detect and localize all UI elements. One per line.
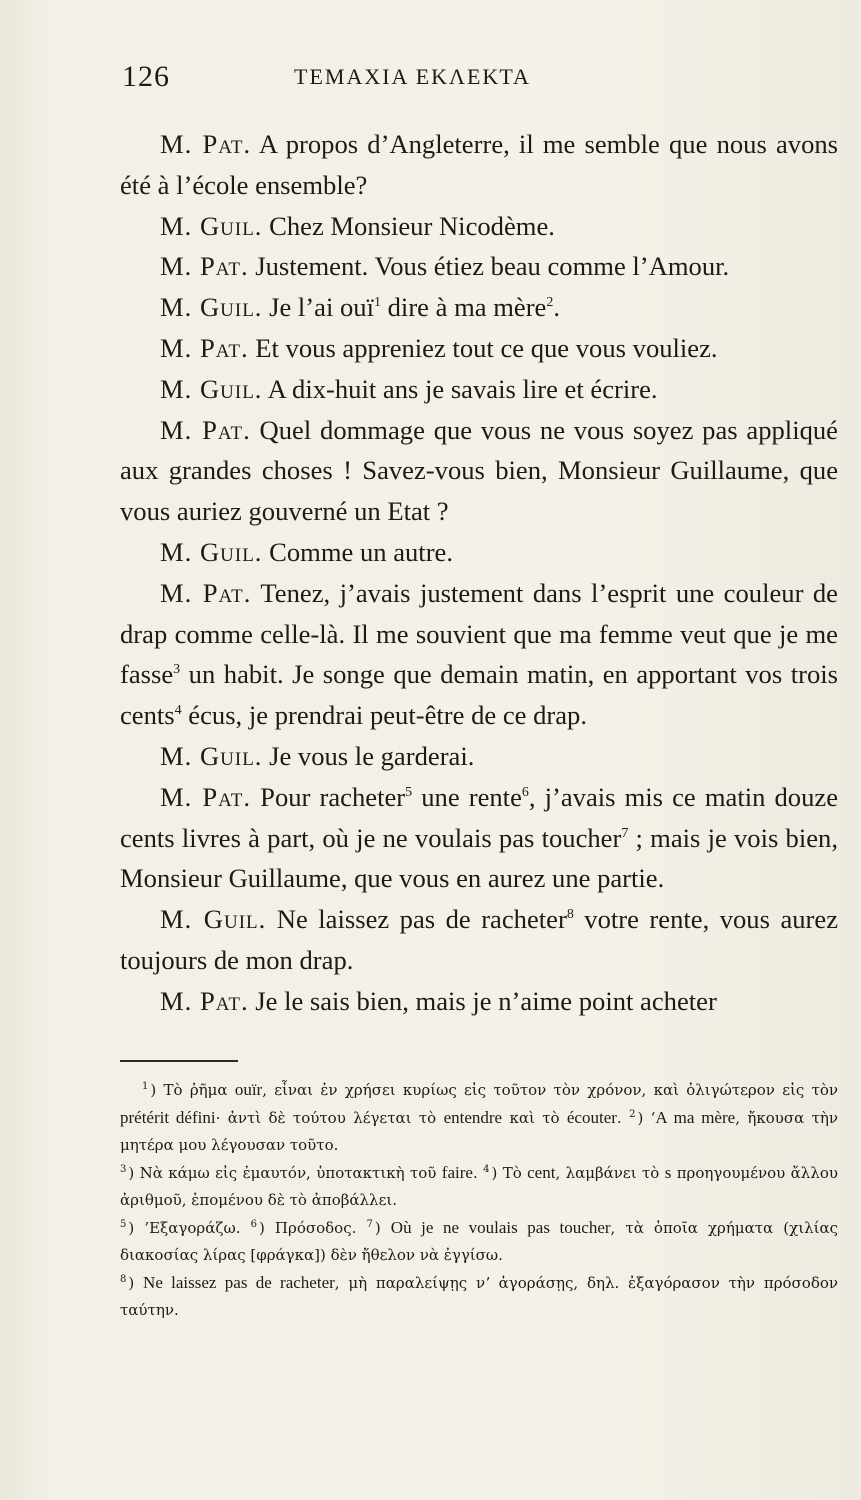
footnote-text: ) Πρόσοδος. — [258, 1219, 367, 1237]
footnote-text: écouter — [566, 1108, 617, 1127]
footnote-number: 2 — [629, 1109, 636, 1120]
dialogue-text-run: , j’avais mis ce matin douze cents livres à part, où je ne voulais pas toucher — [120, 781, 839, 853]
footnote-text: s — [664, 1163, 672, 1182]
footnote-number: 4 — [483, 1164, 490, 1175]
footnote-text: ) ‘ — [637, 1109, 656, 1127]
footnote-text: ouïr — [234, 1080, 263, 1099]
footnote-text: prétérit défini — [120, 1108, 216, 1127]
speaker-label: M. Pat. — [160, 251, 249, 282]
footnote — [120, 1269, 838, 1324]
dialogue-text-run: Tenez, j’avais justement dans l’esprit une couleur de drap comme celle-là. Il me souvient que ma femme veut que je me fasse — [120, 577, 838, 690]
dialogue-line — [120, 369, 838, 410]
speaker-label: M. Pat. — [160, 332, 249, 363]
dialogue-text-run: dire à ma mère — [380, 292, 547, 323]
speaker-label: M. Pat. — [160, 129, 252, 159]
speaker-label: M. Pat. — [160, 577, 252, 608]
dialogue-text-run: Ne laissez pas de racheter — [276, 904, 567, 935]
speaker-label: M. Guil. — [160, 210, 263, 241]
speaker-label: M. Guil. — [160, 536, 263, 567]
footnote-ref: 6 — [521, 784, 529, 800]
dialogue-text-run: ; mais je vois bien, Monsieur Guillaume, que vous en aurez une partie. — [120, 822, 838, 894]
dialogue-text-run: Je le sais bien, mais je n’aime point acheter — [255, 985, 717, 1016]
footnote-ref: 2 — [546, 295, 554, 311]
footnote-text: , τὰ ὁποῖα χρήματα (χιλίας διακοσίας λίρας [φράγκα]) δὲν ἤθελον νὰ ἐγγίσω. — [120, 1219, 838, 1264]
speaker-label: M. Guil. — [160, 740, 263, 771]
dialogue-text-run: un habit. Je songe que demain matin, en apportant vos trois cents — [120, 659, 838, 731]
running-title: ΤΕΜΑΧΙΑ ΕΚΛΕΚΤΑ — [294, 64, 531, 89]
footnote-number: 5 — [120, 1219, 127, 1230]
footnote-text: entendre — [443, 1108, 503, 1127]
dialogue-line — [120, 246, 838, 287]
dialogue-text-run: A dix-huit ans je savais lire et écrire. — [267, 373, 658, 404]
footnote-number: 1 — [142, 1081, 149, 1092]
footnote-text: Ne laissez pas de racheter — [143, 1273, 335, 1292]
footnote-text: ) — [374, 1219, 391, 1237]
footnote-text: καὶ τὸ — [502, 1109, 567, 1127]
footnote-text: , εἶναι ἐν χρήσει κυρίως εἰς τοῦτον τὸν χρόνον, καὶ ὀλιγώτερον εἰς τὸν — [262, 1081, 838, 1099]
footnote-text: . — [472, 1164, 484, 1182]
footnote-rule — [120, 1060, 238, 1062]
footnote — [120, 1159, 838, 1214]
dialogue-line — [120, 981, 838, 1022]
footnote-text: , μὴ παραλείψῃς νʼ ἀγοράσῃς, δηλ. ἐξαγόρασον τὴν πρόσοδον ταύτην. — [120, 1274, 839, 1319]
dialogue-line — [120, 532, 838, 573]
footnote-ref: 7 — [621, 825, 629, 841]
footnote — [120, 1214, 838, 1269]
footnote-text: Où je ne voulais pas toucher — [390, 1218, 611, 1237]
footnote-text: , ἤκουσα τὴν μητέρα μου λέγουσαν τοῦτο. — [120, 1109, 838, 1154]
footnote-number: 7 — [366, 1219, 373, 1230]
speaker-label: M. Guil. — [160, 292, 263, 323]
dialogue-text-run: Justement. Vous étiez beau comme l’Amour. — [255, 251, 730, 282]
page-header — [122, 60, 831, 100]
footnote-number: 3 — [120, 1164, 127, 1175]
dialogue-text-run: . — [553, 292, 561, 323]
dialogue-text-run: Je vous le garderai. — [269, 740, 475, 771]
dialogue-line — [120, 206, 838, 247]
footnote-text: ) Τὸ — [491, 1164, 528, 1182]
footnote-text: · ἀντὶ δὲ τούτου λέγεται τὸ — [215, 1109, 444, 1127]
footnotes — [120, 1076, 838, 1324]
speaker-label: M. Pat. — [160, 414, 251, 445]
dialogue-line — [120, 328, 838, 369]
footnote — [120, 1076, 838, 1159]
dialogue-text-run: Chez Monsieur Nicodème. — [269, 210, 555, 241]
dialogue-text-run: Pour racheter — [260, 781, 406, 812]
footnote-text: cent — [527, 1163, 556, 1182]
dialogue-text-run: écus, je prendrai peut-être de ce drap. — [181, 700, 587, 731]
dialogue-line — [120, 899, 838, 981]
dialogue-line — [120, 777, 838, 899]
dialogue-text-run: A propos d’Angleterre, il me semble que nous avons été à l’école ensemble? — [120, 129, 839, 200]
footnote-number: 8 — [120, 1274, 127, 1285]
dialogue-line — [120, 287, 838, 328]
footnote-text: ) Τὸ ῥῆμα — [150, 1081, 235, 1099]
page-number: 126 — [122, 60, 170, 93]
speaker-label: M. Guil. — [160, 373, 263, 404]
speaker-label: M. Pat. — [160, 985, 249, 1016]
footnote-text: . — [616, 1109, 630, 1127]
speaker-label: M. Pat. — [160, 781, 252, 812]
dialogue-text-run: Comme un autre. — [269, 536, 454, 567]
dialogue-line — [120, 736, 838, 777]
dialogue-text-run: votre rente, vous aurez toujours de mon drap. — [120, 904, 839, 975]
dialogue-text — [120, 124, 838, 1022]
footnote-text: ) — [128, 1274, 144, 1292]
footnote-ref: 5 — [405, 784, 413, 800]
dialogue-text-run: Quel dommage que vous ne vous soyez pas appliqué aux grandes choses ! Savez-vous bien, Monsieur Guillaume, que vous auriez gouverné un Etat ? — [120, 414, 838, 527]
footnote-text: ) Νὰ κάμω εἰς ἐμαυτόν, ὑποτακτικὴ τοῦ — [128, 1164, 442, 1182]
footnote-text: προηγουμένου ἄλλου ἀριθμοῦ, ἑπομένου δὲ τὸ ἀποβάλλει. — [120, 1164, 838, 1209]
dialogue-text-run: une rente — [412, 781, 522, 812]
footnote-ref: 4 — [174, 703, 182, 719]
footnote-text: ) ’Εξαγοράζω. — [128, 1219, 251, 1237]
dialogue-line — [120, 410, 838, 532]
dialogue-text-run: Je l’ai ouï — [269, 292, 374, 323]
footnote-text: , λαμβάνει τὸ — [555, 1164, 665, 1182]
footnote-text: A ma mère — [655, 1108, 736, 1127]
footnote-ref: 3 — [173, 662, 181, 678]
footnote-ref: 1 — [373, 295, 381, 311]
dialogue-line — [120, 573, 838, 736]
footnote-text: faire — [441, 1163, 473, 1182]
footnote-number: 6 — [250, 1219, 257, 1230]
footnote-ref: 8 — [566, 907, 574, 923]
dialogue-text-run: Et vous appreniez tout ce que vous vouliez. — [255, 332, 718, 363]
speaker-label: M. Guil. — [160, 904, 267, 935]
dialogue-line — [120, 124, 838, 206]
